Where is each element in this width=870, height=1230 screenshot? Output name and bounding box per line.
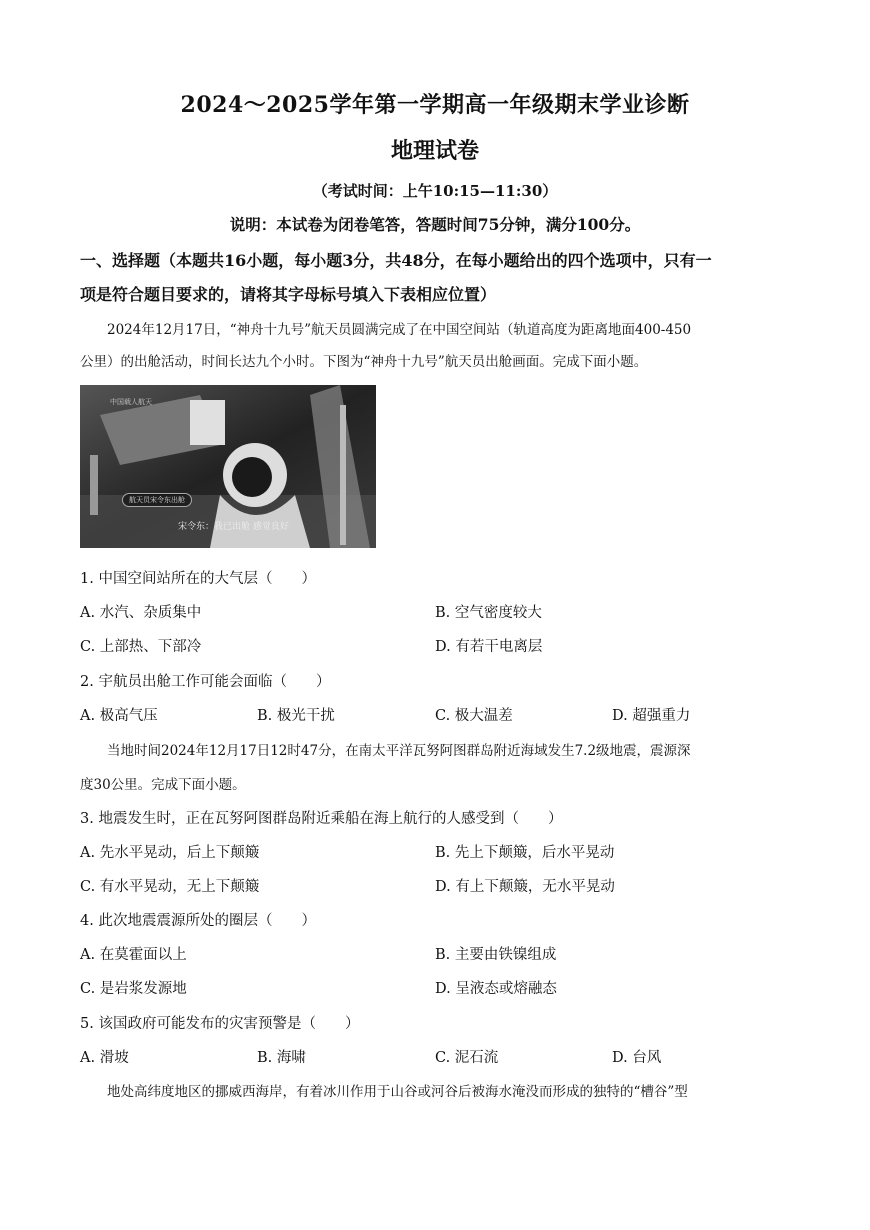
q2-option-a[interactable]: A. 极高气压: [80, 708, 158, 724]
photo-caption: 宋令东：我已出舱 感觉良好: [178, 522, 289, 532]
passage1-line1: 2024年12月17日，“神舟十九号”航天员圆满完成了在中国空间站（轨道高度为距离地面400-450: [107, 322, 692, 338]
passage2-line2: 度30公里。完成下面小题。: [80, 777, 246, 793]
subject-title: 地理试卷: [390, 138, 479, 164]
q5-option-d[interactable]: D. 台风: [612, 1050, 662, 1066]
section-heading-line2: 项是符合题目要求的，请将其字母标号填入下表相应位置）: [80, 285, 497, 304]
photo-badge: 航天员宋令东出舱: [122, 493, 192, 507]
question-4-stem: 4. 此次地震震源所处的圈层（ ）: [80, 913, 316, 929]
q4-option-a[interactable]: A. 在莫霍面以上: [80, 947, 187, 963]
q3-option-a[interactable]: A. 先水平晃动，后上下颠簸: [80, 845, 260, 861]
instructions: 说明：本试卷为闭卷笔答，答题时间75分钟，满分100分。: [229, 215, 641, 234]
q4-option-b[interactable]: B. 主要由铁镍组成: [435, 947, 557, 963]
q2-option-b[interactable]: B. 极光干扰: [257, 708, 335, 724]
q4-option-c[interactable]: C. 是岩浆发源地: [80, 981, 187, 997]
q2-option-d[interactable]: D. 超强重力: [612, 708, 691, 724]
q1-option-a[interactable]: A. 水汽、杂质集中: [80, 605, 202, 621]
question-1-stem: 1. 中国空间站所在的大气层（ ）: [80, 571, 316, 587]
q2-option-c[interactable]: C. 极大温差: [435, 708, 513, 724]
q3-option-b[interactable]: B. 先上下颠簸，后水平晃动: [435, 845, 615, 861]
exam-time: （考试时间：上午10:15—11:30）: [312, 182, 558, 200]
section-heading-line1: 一、选择题（本题共16小题，每小题3分，共48分，在每小题给出的四个选项中，只有一: [80, 251, 712, 270]
q1-option-b[interactable]: B. 空气密度较大: [435, 605, 542, 621]
q1-option-c[interactable]: C. 上部热、下部冷: [80, 639, 202, 655]
q3-option-d[interactable]: D. 有上下颠簸，无水平晃动: [435, 879, 615, 895]
q1-option-d[interactable]: D. 有若干电离层: [435, 639, 543, 655]
exam-title: 2024～2025学年第一学期高一年级期末学业诊断: [180, 92, 690, 118]
passage1-line2: 公里）的出舱活动，时间长达九个小时。下图为“神舟十九号”航天员出舱画面。完成下面小题。: [80, 354, 648, 370]
q5-option-c[interactable]: C. 泥石流: [435, 1050, 499, 1066]
astronaut-photo: [80, 385, 376, 548]
question-2-stem: 2. 宇航员出舱工作可能会面临（ ）: [80, 674, 331, 690]
photo-logo: 中国载人航天: [110, 398, 152, 406]
question-3-stem: 3. 地震发生时，正在瓦努阿图群岛附近乘船在海上航行的人感受到（ ）: [80, 811, 563, 827]
q4-option-d[interactable]: D. 呈液态或熔融态: [435, 981, 557, 997]
q5-option-a[interactable]: A. 滑坡: [80, 1050, 129, 1066]
q3-option-c[interactable]: C. 有水平晃动，无上下颠簸: [80, 879, 260, 895]
passage3-line1: 地处高纬度地区的挪威西海岸，有着冰川作用于山谷或河谷后被海水淹没而形成的独特的“槽谷”型: [107, 1084, 688, 1100]
passage2-line1: 当地时间2024年12月17日12时47分，在南太平洋瓦努阿图群岛附近海域发生7.2级地震，震源深: [107, 743, 691, 759]
q5-option-b[interactable]: B. 海啸: [257, 1050, 306, 1066]
question-5-stem: 5. 该国政府可能发布的灾害预警是（ ）: [80, 1016, 360, 1032]
